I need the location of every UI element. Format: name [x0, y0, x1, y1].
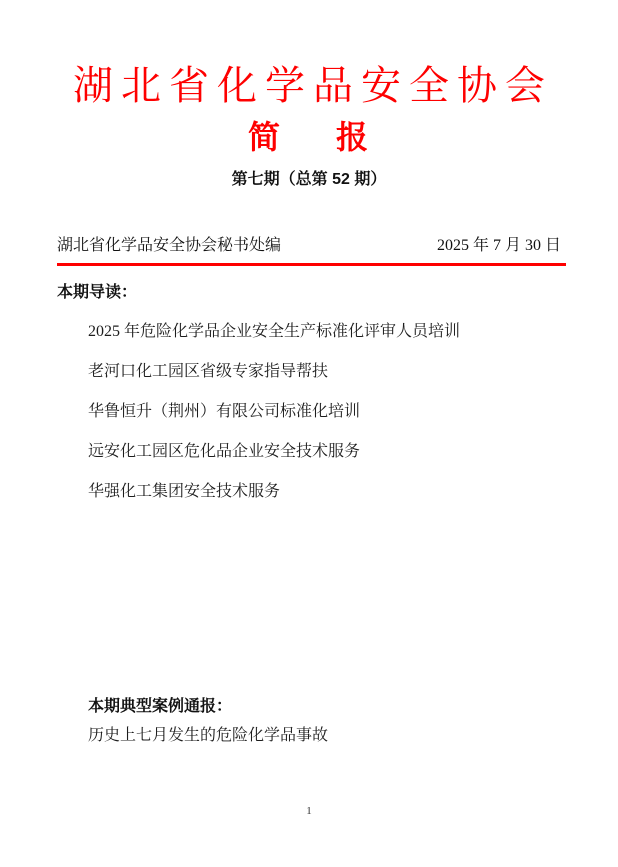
- toc-heading: 本期导读：: [57, 284, 138, 301]
- page-number: 1: [306, 805, 312, 817]
- toc-list: [88, 322, 578, 522]
- editor-name: 湖北省化学品安全协会秘书处编: [57, 237, 282, 254]
- byline-row: [57, 232, 561, 255]
- toc-item: 2025 年危险化学品企业安全生产标准化评审人员培训: [88, 323, 461, 340]
- case-report-heading: 本期典型案例通报：: [88, 698, 233, 715]
- toc-item: 老河口化工园区省级专家指导帮扶: [88, 363, 329, 380]
- red-divider: [57, 263, 566, 266]
- toc-item: 华强化工集团安全技术服务: [88, 483, 281, 500]
- association-title: 湖北省化学品安全协会: [73, 63, 553, 108]
- toc-item: 华鲁恒升（荆州）有限公司标准化培训: [88, 403, 361, 420]
- publish-date: 2025 年 7 月 30 日: [436, 237, 561, 254]
- bulletin-title: 简 报: [247, 119, 370, 155]
- toc-item: 远安化工园区危化品企业安全技术服务: [88, 443, 361, 460]
- case-report-item: 历史上七月发生的危险化学品事故: [88, 727, 329, 744]
- issue-number: 第七期（总第 52 期）: [231, 171, 387, 188]
